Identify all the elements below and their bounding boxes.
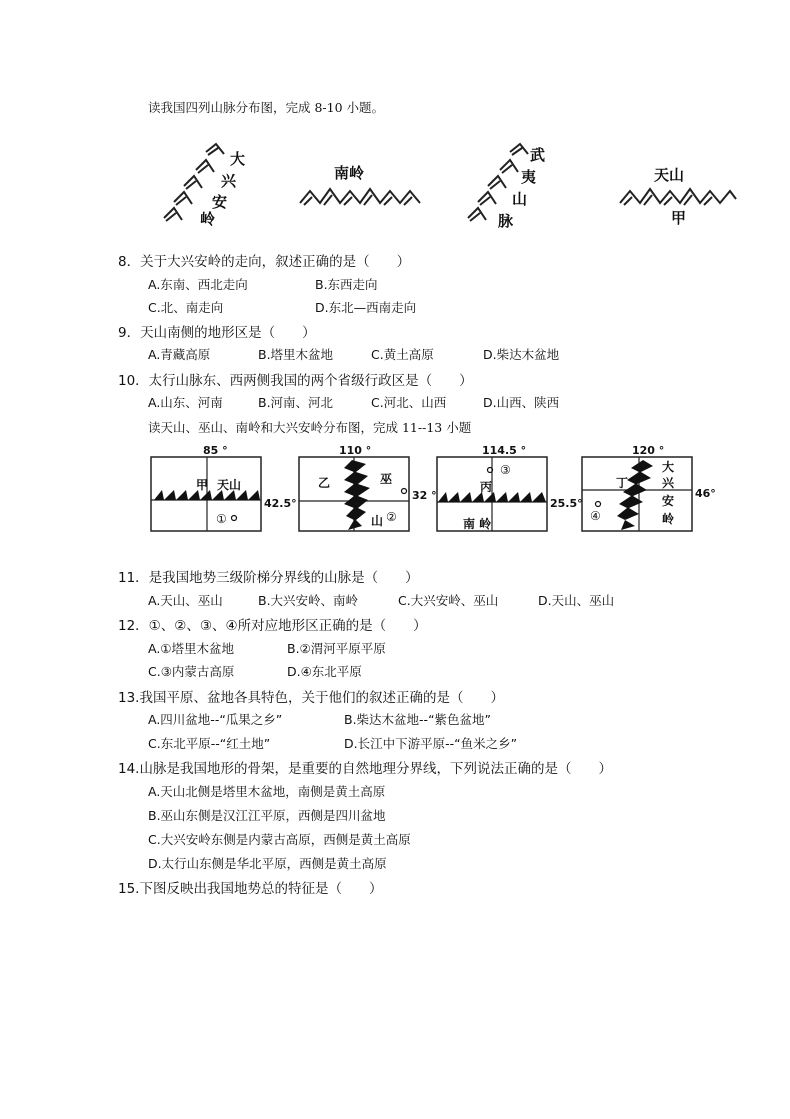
question-12-stem: 12．①、②、③、④所对应地形区正确的是（ ） bbox=[118, 618, 427, 634]
q13-option-d: D.长江中下游平原--“鱼米之乡” bbox=[344, 736, 518, 751]
q14-option-c: C.大兴安岭东侧是内蒙古高原，西侧是黄土高原 bbox=[148, 832, 411, 847]
q10-option-c: C.河北、山西 bbox=[371, 395, 447, 410]
panel3-latitude: 25.5° bbox=[550, 497, 583, 510]
tianshan-label: 天山 bbox=[654, 166, 685, 184]
panel2-longitude: 110 ° bbox=[339, 444, 372, 457]
q8-option-a: A.东南、西北走向 bbox=[148, 277, 248, 292]
question-13-stem: 13.我国平原、盆地各具特色，关于他们的叙述正确的是（ ） bbox=[118, 690, 504, 706]
panel2-point bbox=[400, 487, 408, 495]
q9-option-c: C.黄土高原 bbox=[371, 347, 434, 362]
daxinganling-char-2: 兴 bbox=[221, 172, 237, 190]
q10-option-d: D.山西、陕西 bbox=[483, 395, 560, 410]
question-14-stem: 14.山脉是我国地形的骨架，是重要的自然地理分界线，下列说法正确的是（ ） bbox=[118, 761, 612, 777]
panel3-point bbox=[486, 466, 494, 474]
intro-text-1: 读我国四列山脉分布图，完成 8-10 小题。 bbox=[148, 100, 385, 115]
panel2-mark-yi: 乙 bbox=[318, 476, 331, 490]
tianshan-mountain-icon bbox=[620, 183, 736, 207]
q8-option-d: D.东北—西南走向 bbox=[315, 300, 417, 315]
panel1-name: 天山 bbox=[217, 478, 242, 492]
q10-option-a: A.山东、河南 bbox=[148, 395, 223, 410]
q13-option-a: A.四川盆地--“瓜果之乡” bbox=[148, 712, 283, 727]
q10-option-b: B.河南、河北 bbox=[258, 395, 334, 410]
q13-option-c: C.东北平原--“红土地” bbox=[148, 736, 271, 751]
nanling-mountain-icon bbox=[300, 183, 420, 207]
daxinganling-char-1: 大 bbox=[230, 150, 246, 168]
panel2-circle-2: ② bbox=[386, 510, 397, 524]
q14-option-a: A.天山北侧是塔里木盆地，南侧是黄土高原 bbox=[148, 784, 386, 799]
q11-option-d: D.天山、巫山 bbox=[538, 593, 615, 608]
panel2-latitude: 32 ° bbox=[412, 489, 437, 502]
q11-option-a: A.天山、巫山 bbox=[148, 593, 223, 608]
question-8-stem: 8．关于大兴安岭的走向，叙述正确的是（ ） bbox=[118, 254, 411, 270]
q8-option-c: C.北、南走向 bbox=[148, 300, 224, 315]
panel3-mark-bing: 丙 bbox=[480, 480, 493, 494]
panel3-name: 南 岭 bbox=[463, 517, 492, 531]
q9-option-d: D.柴达木盆地 bbox=[483, 347, 560, 362]
panel1-point bbox=[230, 514, 238, 522]
question-11-stem: 11．是我国地势三级阶梯分界线的山脉是（ ） bbox=[118, 570, 419, 586]
question-9-stem: 9．天山南侧的地形区是（ ） bbox=[118, 325, 316, 341]
question-15-stem: 15.下图反映出我国地势总的特征是（ ） bbox=[118, 881, 383, 897]
panel3-circle-3: ③ bbox=[500, 463, 511, 477]
q14-option-b: B.巫山东侧是汉江江平原，西侧是四川盆地 bbox=[148, 808, 386, 823]
question-10-stem: 10．太行山脉东、西两侧我国的两个省级行政区是（ ） bbox=[118, 373, 473, 389]
panel1-mark-jia: 甲 bbox=[196, 478, 209, 492]
panel4-name-char-2: 兴 bbox=[662, 476, 675, 490]
panel3-longitude: 114.5 ° bbox=[482, 444, 527, 457]
jia-label: 甲 bbox=[671, 209, 687, 227]
panel2-name-char-2: 山 bbox=[371, 514, 384, 528]
wuyishan-char-3: 山 bbox=[512, 190, 528, 208]
q12-option-b: B.②渭河平原平原 bbox=[287, 641, 386, 656]
nanling-label: 南岭 bbox=[334, 164, 365, 182]
daxinganling-char-4: 岭 bbox=[200, 210, 216, 228]
wuyishan-char-1: 武 bbox=[530, 146, 546, 164]
q13-option-b: B.柴达木盆地--“紫色盆地” bbox=[344, 712, 492, 727]
q9-option-a: A.青藏高原 bbox=[148, 347, 211, 362]
panel2-name-char-1: 巫 bbox=[380, 472, 393, 486]
panel4-name-char-4: 岭 bbox=[662, 512, 675, 526]
q12-option-d: D.④东北平原 bbox=[287, 664, 362, 679]
q12-option-c: C.③内蒙古高原 bbox=[148, 664, 235, 679]
panel4-mark-ding: 丁 bbox=[616, 476, 629, 490]
q9-option-b: B.塔里木盆地 bbox=[258, 347, 334, 362]
panel4-longitude: 120 ° bbox=[632, 444, 665, 457]
panel4-circle-4: ④ bbox=[590, 509, 601, 523]
q12-option-a: A.①塔里木盆地 bbox=[148, 641, 235, 656]
panel4-name-char-1: 大 bbox=[662, 460, 675, 474]
intro-text-2: 读天山、巫山、南岭和大兴安岭分布图，完成 11--13 小题 bbox=[148, 420, 472, 435]
wuyishan-char-4: 脉 bbox=[498, 212, 514, 230]
q11-option-c: C.大兴安岭、巫山 bbox=[398, 593, 499, 608]
q14-option-d: D.太行山东侧是华北平原，西侧是黄土高原 bbox=[148, 856, 387, 871]
daxinganling-char-3: 安 bbox=[212, 193, 228, 211]
wuyishan-char-2: 夷 bbox=[521, 168, 537, 186]
panel1-latitude: 42.5° bbox=[264, 497, 297, 510]
panel4-name-char-3: 安 bbox=[662, 494, 675, 508]
panel1-frame bbox=[150, 456, 262, 532]
q8-option-b: B.东西走向 bbox=[315, 277, 378, 292]
panel1-circle-1: ① bbox=[216, 512, 227, 526]
panel4-point bbox=[594, 500, 602, 508]
q11-option-b: B.大兴安岭、南岭 bbox=[258, 593, 359, 608]
panel4-latitude: 46° bbox=[695, 487, 716, 500]
panel1-longitude: 85 ° bbox=[203, 444, 228, 457]
